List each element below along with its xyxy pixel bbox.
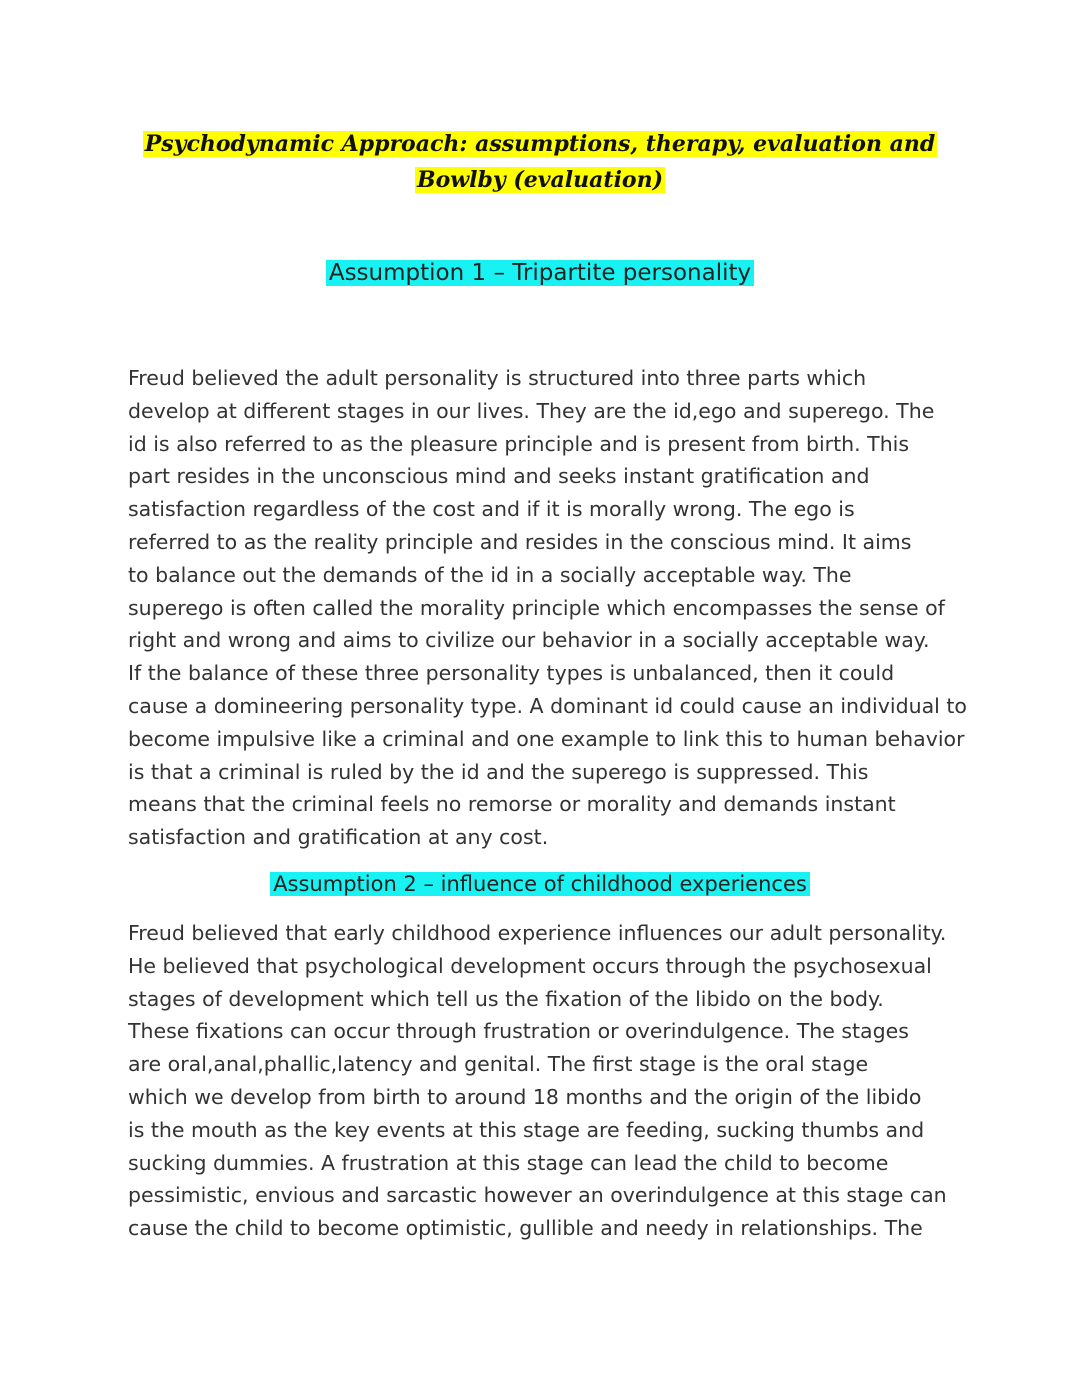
paragraph-line: means that the criminal feels no remorse or morality and demands instant [128,792,896,817]
paragraph-line: pessimistic, envious and sarcastic however an overindulgence at this stage can [128,1183,947,1208]
section-heading-1-text: Assumption 1 – Tripartite personality [326,260,754,286]
paragraph-line: sucking dummies. A frustration at this stage can lead the child to become [128,1150,889,1175]
paragraph-line: are oral,anal,phallic,latency and genital. The first stage is the oral stage [128,1052,869,1077]
title-line-2: Bowlby (evaluation) [416,167,664,193]
paragraph-line: If the balance of these three personality types is unbalanced, then it could [128,661,895,686]
paragraph-line: Freud believed that early childhood experience influences our adult personality. [128,921,947,945]
section-paragraph-2 [128,917,958,1245]
paragraph-line: Freud believed the adult personality is structured into three parts which [128,366,867,390]
paragraph-line: which we develop from birth to around 18 months and the origin of the libido [128,1084,922,1109]
paragraph-line: to balance out the demands of the id in a socially acceptable way. The [128,562,852,587]
paragraph-line: right and wrong and aims to civilize our behavior in a socially acceptable way. [128,628,930,653]
paragraph-line: satisfaction and gratification at any cost. [128,825,549,850]
paragraph-line: superego is often called the morality principle which encompasses the sense of [128,595,945,620]
paragraph-line: develop at different stages in our lives. They are the id,ego and superego. The [128,398,935,423]
section-heading-1 [0,260,1080,286]
paragraph-line: stages of development which tell us the fixation of the libido on the body. [128,986,884,1011]
title-line-1: Psychodynamic Approach: assumptions, therapy, evaluation and [144,131,936,157]
paragraph-line: become impulsive like a criminal and one example to link this to human behavior [128,726,965,751]
section-heading-2-text: Assumption 2 – influence of childhood experiences [270,872,810,896]
paragraph-line: referred to as the reality principle and resides in the conscious mind. It aims [128,529,912,554]
paragraph-line: is the mouth as the key events at this stage are feeding, sucking thumbs and [128,1117,925,1142]
paragraph-line: cause a domineering personality type. A dominant id could cause an individual to [128,693,967,718]
paragraph-line: is that a criminal is ruled by the id and the superego is suppressed. This [128,759,869,784]
document-title [100,126,980,198]
paragraph-line: These fixations can occur through frustration or overindulgence. The stages [128,1019,909,1044]
section-paragraph-1 [128,362,967,854]
paragraph-line: part resides in the unconscious mind and seeks instant gratification and [128,464,870,489]
paragraph-line: He believed that psychological development occurs through the psychosexual [128,953,932,978]
paragraph-line: id is also referred to as the pleasure principle and is present from birth. This [128,431,910,456]
paragraph-line: satisfaction regardless of the cost and if it is morally wrong. The ego is [128,497,855,522]
section-heading-2 [0,872,1080,896]
paragraph-line: cause the child to become optimistic, gullible and needy in relationships. The [128,1216,923,1241]
